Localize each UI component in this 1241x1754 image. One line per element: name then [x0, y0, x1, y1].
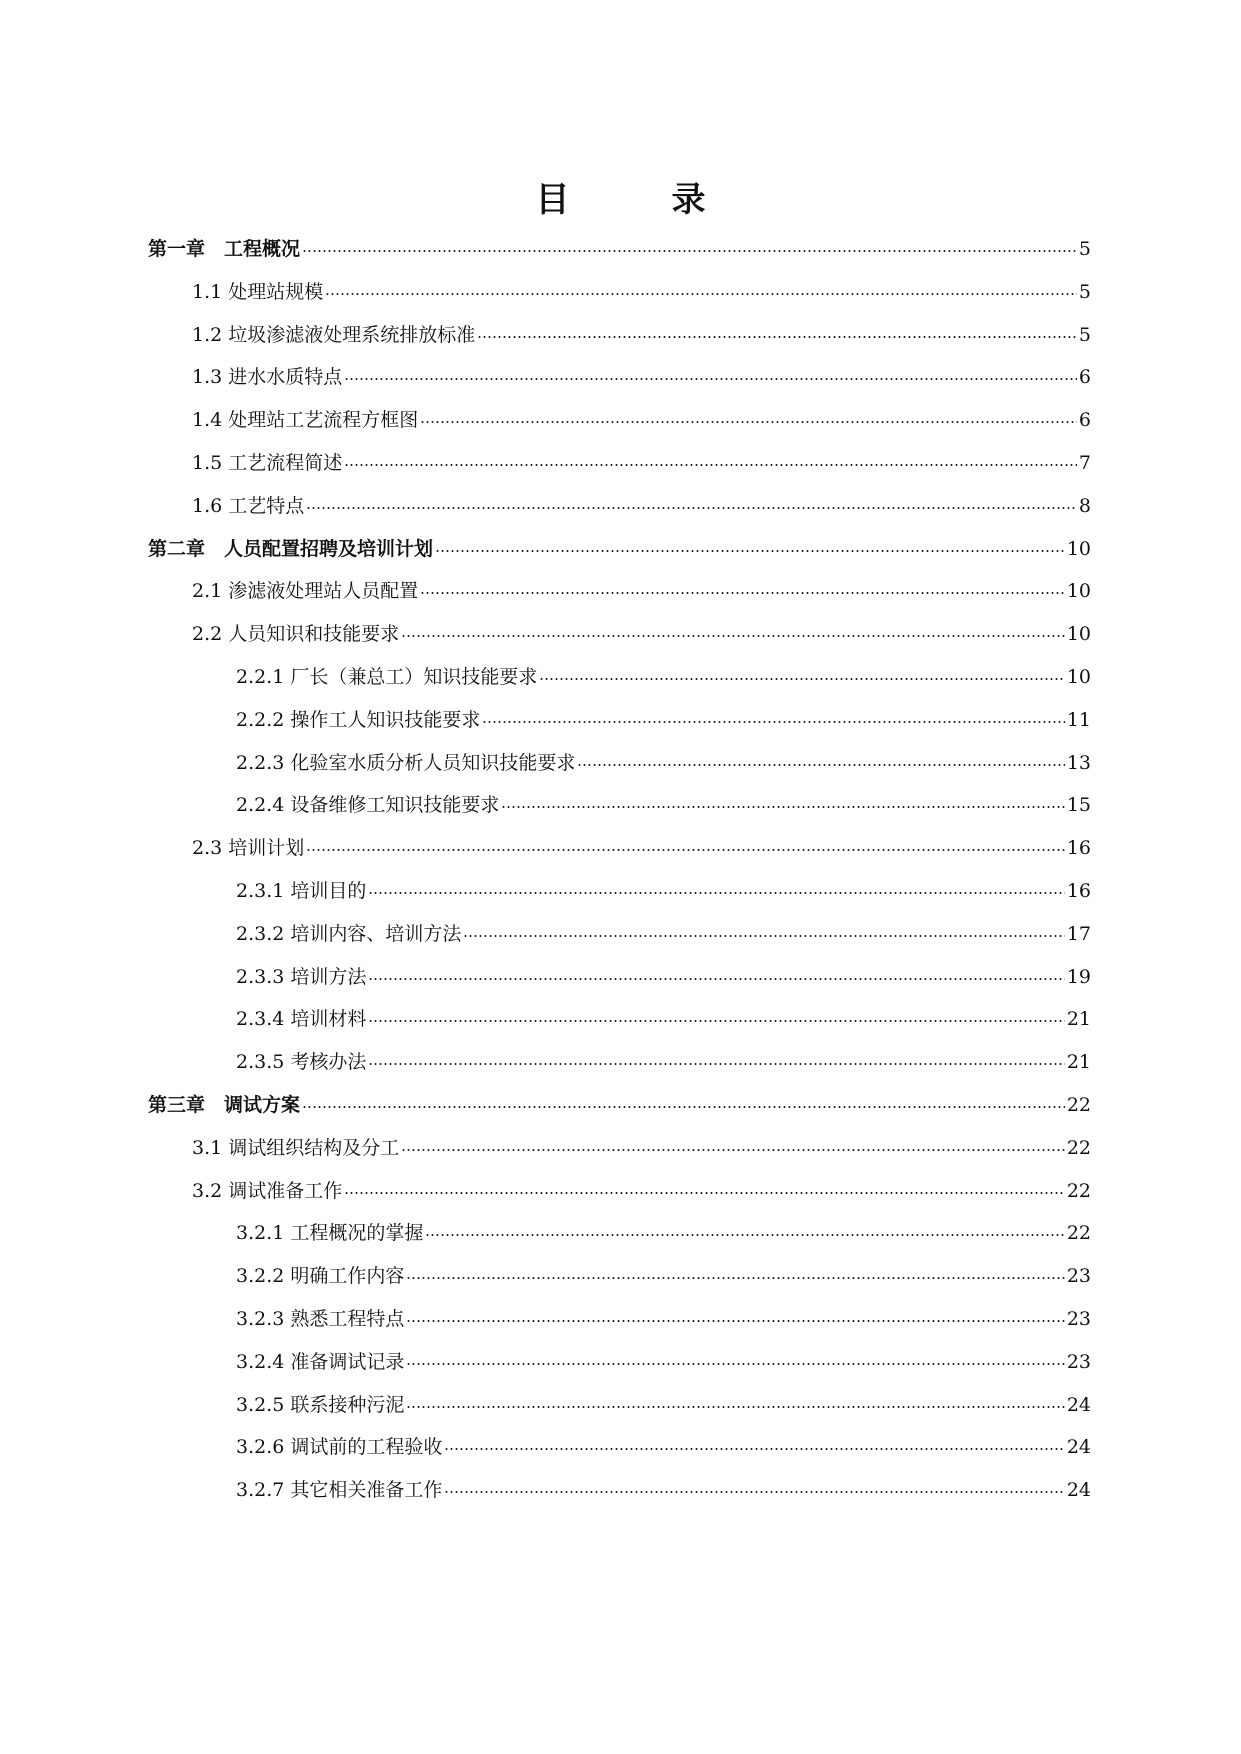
toc-entry[interactable] [0, 1263, 1241, 1306]
dot-leader [344, 1192, 1065, 1194]
toc-entry-title: 3.2 调试准备工作 [192, 1179, 343, 1202]
toc-entry-page-number: 23 [1066, 1350, 1091, 1373]
toc-entry[interactable] [0, 921, 1241, 964]
toc-entry-title: 3.1 调试组织结构及分工 [192, 1136, 400, 1159]
toc-entry-title: 3.2.3 熟悉工程特点 [236, 1307, 405, 1330]
dot-leader [406, 1406, 1064, 1408]
toc-entry-title: 2.2 人员知识和技能要求 [192, 623, 400, 646]
toc-entry[interactable] [0, 1006, 1241, 1049]
dot-leader [325, 293, 1077, 295]
toc-entry-page-number: 15 [1066, 794, 1091, 817]
dot-leader [444, 1491, 1064, 1493]
toc-entry-page-number: 5 [1078, 280, 1091, 303]
toc-entry[interactable] [0, 664, 1241, 707]
toc-entry-title: 1.4 处理站工艺流程方框图 [192, 409, 419, 432]
toc-entry-page-number: 23 [1066, 1265, 1091, 1288]
toc-entry[interactable] [0, 621, 1241, 664]
toc-entry-title: 2.2.3 化验室水质分析人员知识技能要求 [236, 751, 576, 774]
toc-entry[interactable] [0, 1135, 1241, 1178]
dot-leader [435, 550, 1065, 552]
toc-entry-title: 1.2 垃圾渗滤液处理系统排放标准 [192, 323, 476, 346]
toc-entry-page-number: 16 [1066, 879, 1091, 902]
dot-leader [406, 1363, 1064, 1365]
toc-entry[interactable] [0, 878, 1241, 921]
toc-entry-page-number: 22 [1066, 1093, 1091, 1116]
toc-entry-page-number: 19 [1066, 965, 1091, 988]
toc-entry-title: 3.2.4 准备调试记录 [236, 1350, 405, 1373]
toc-entry[interactable] [0, 835, 1241, 878]
toc-entry-page-number: 10 [1066, 537, 1091, 560]
dot-leader [463, 935, 1064, 937]
dot-leader [401, 635, 1065, 637]
dot-leader [368, 892, 1064, 894]
toc-entry-page-number: 23 [1066, 1307, 1091, 1330]
toc-entry-page-number: 21 [1066, 1008, 1091, 1031]
dot-leader [306, 849, 1065, 851]
dot-leader [368, 1063, 1064, 1065]
toc-entry[interactable] [0, 450, 1241, 493]
toc-entry[interactable] [0, 1392, 1241, 1435]
toc-entry-title: 2.3.5 考核办法 [236, 1051, 367, 1074]
toc-entry-page-number: 10 [1066, 623, 1091, 646]
toc-entry-title: 2.3.1 培训目的 [236, 879, 367, 902]
toc-entry-title: 3.2.1 工程概况的掌握 [236, 1222, 424, 1245]
toc-entry-page-number: 24 [1066, 1393, 1091, 1416]
toc-entry-page-number: 10 [1066, 580, 1091, 603]
toc-entry[interactable] [0, 1049, 1241, 1092]
toc-entry[interactable] [0, 364, 1241, 407]
toc-entry-page-number: 5 [1078, 238, 1091, 260]
toc-entry[interactable] [0, 279, 1241, 322]
toc-entry-page-number: 24 [1066, 1436, 1091, 1459]
toc-entry-title: 1.3 进水水质特点 [192, 366, 343, 389]
toc-entry-page-number: 13 [1066, 751, 1091, 774]
toc-entry-title: 2.2.2 操作工人知识技能要求 [236, 708, 481, 731]
toc-entry[interactable] [0, 1434, 1241, 1477]
dot-leader [368, 1020, 1064, 1022]
toc-entry-page-number: 22 [1066, 1222, 1091, 1245]
toc-entry[interactable] [0, 407, 1241, 450]
toc-entry-title: 第一章 工程概况 [148, 238, 301, 260]
dot-leader [302, 1106, 1065, 1108]
toc-entry-title: 2.1 渗滤液处理站人员配置 [192, 580, 419, 603]
dot-leader [406, 1277, 1064, 1279]
toc-entry[interactable] [0, 578, 1241, 621]
toc-entry[interactable] [0, 536, 1241, 579]
toc-entry-title: 1.6 工艺特点 [192, 494, 305, 517]
toc-entry[interactable] [0, 707, 1241, 750]
dot-leader [577, 764, 1064, 766]
toc-entry-page-number: 22 [1066, 1179, 1091, 1202]
dot-leader [420, 421, 1077, 423]
toc-entry-title: 第三章 调试方案 [148, 1093, 301, 1116]
toc-entry[interactable] [0, 792, 1241, 835]
dot-leader [368, 978, 1064, 980]
toc-entry-title: 2.2.4 设备维修工知识技能要求 [236, 794, 500, 817]
toc-entry[interactable] [0, 1349, 1241, 1392]
toc-entry-title: 2.2.1 厂长（兼总工）知识技能要求 [236, 665, 538, 688]
dot-leader [444, 1448, 1064, 1450]
toc-entry-title: 3.2.7 其它相关准备工作 [236, 1479, 443, 1502]
toc-entry[interactable] [0, 322, 1241, 365]
toc-entry-title: 2.3 培训计划 [192, 837, 305, 860]
toc-title: 目 录 [535, 180, 740, 220]
toc-entry-page-number: 21 [1066, 1051, 1091, 1074]
toc-entry-page-number: 6 [1078, 366, 1091, 389]
toc-entry-title: 2.3.3 培训方法 [236, 965, 367, 988]
toc-entry-page-number: 6 [1078, 409, 1091, 432]
toc-entry-page-number: 8 [1078, 494, 1091, 517]
toc-list [0, 236, 1241, 1520]
toc-entry-page-number: 5 [1078, 323, 1091, 346]
dot-leader [539, 678, 1064, 680]
toc-entry[interactable] [0, 750, 1241, 793]
toc-entry-title: 第二章 人员配置招聘及培训计划 [148, 537, 434, 560]
toc-entry[interactable] [0, 1092, 1241, 1135]
toc-entry-title: 1.1 处理站规模 [192, 280, 324, 303]
dot-leader [425, 1234, 1064, 1236]
toc-entry-title: 2.3.2 培训内容、培训方法 [236, 922, 462, 945]
toc-entry[interactable] [0, 493, 1241, 536]
dot-leader [501, 806, 1064, 808]
toc-entry-page-number: 24 [1066, 1479, 1091, 1502]
toc-entry[interactable] [0, 1306, 1241, 1349]
dot-leader [306, 507, 1077, 509]
toc-entry-title: 3.2.5 联系接种污泥 [236, 1393, 405, 1416]
dot-leader [482, 721, 1064, 723]
toc-entry-page-number: 16 [1066, 837, 1091, 860]
toc-entry-page-number: 22 [1066, 1136, 1091, 1159]
toc-entry-page-number: 10 [1066, 665, 1091, 688]
dot-leader [344, 464, 1077, 466]
dot-leader [406, 1320, 1064, 1322]
dot-leader [420, 592, 1065, 594]
dot-leader [401, 1149, 1065, 1151]
toc-entry-page-number: 17 [1066, 922, 1091, 945]
toc-entry[interactable] [0, 964, 1241, 1007]
toc-entry[interactable] [0, 1220, 1241, 1263]
toc-entry-title: 1.5 工艺流程简述 [192, 451, 343, 474]
toc-entry[interactable] [0, 1477, 1241, 1520]
toc-entry-page-number: 7 [1078, 451, 1091, 474]
toc-entry-title: 3.2.6 调试前的工程验收 [236, 1436, 443, 1459]
toc-entry-title: 2.3.4 培训材料 [236, 1008, 367, 1031]
dot-leader [344, 378, 1077, 380]
toc-entry-title: 3.2.2 明确工作内容 [236, 1265, 405, 1288]
dot-leader [302, 250, 1077, 252]
toc-entry[interactable] [0, 1178, 1241, 1221]
dot-leader [477, 336, 1077, 338]
toc-entry[interactable] [0, 236, 1241, 279]
toc-entry-page-number: 11 [1066, 708, 1091, 731]
